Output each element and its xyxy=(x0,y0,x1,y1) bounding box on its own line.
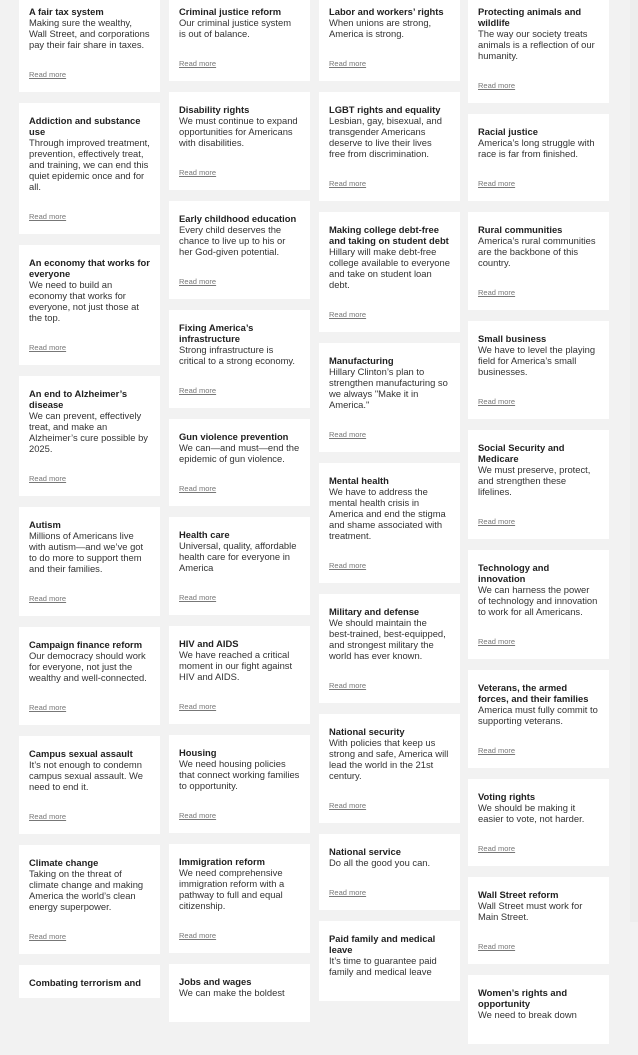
issue-title: HIV and AIDS xyxy=(179,638,239,649)
read-more-link[interactable]: Read more xyxy=(478,746,516,755)
read-more-link[interactable]: Read more xyxy=(329,681,367,690)
read-more-link[interactable]: Read more xyxy=(329,179,367,188)
issue-title: Women’s rights and opportunity xyxy=(478,987,568,1009)
issue-title: Military and defense xyxy=(329,606,420,617)
read-more-link[interactable]: Read more xyxy=(478,942,516,951)
issue-description: Hillary Clinton’s plan to strengthen manufacturing so we always "Make it in America." xyxy=(329,366,448,410)
read-more-link[interactable]: Read more xyxy=(329,561,367,570)
issue-title: Housing xyxy=(179,747,217,758)
issue-title: Autism xyxy=(29,519,61,530)
issue-card[interactable] xyxy=(319,834,460,910)
issue-card[interactable] xyxy=(319,92,460,201)
read-more-link[interactable]: Read more xyxy=(179,702,217,711)
issue-title: Campus sexual assault xyxy=(29,748,133,759)
read-more-link[interactable]: Read more xyxy=(478,81,516,90)
issue-column xyxy=(19,0,160,1009)
issue-description: It’s not enough to condemn campus sexual assault. We need to end it. xyxy=(29,759,143,792)
issue-description: We need to break down xyxy=(478,1009,577,1020)
issue-description: We can—and must—end the epidemic of gun violence. xyxy=(179,442,300,464)
issue-card[interactable] xyxy=(468,550,609,659)
issue-title: Disability rights xyxy=(179,104,250,115)
issue-column xyxy=(468,0,609,1055)
issue-description: We should be making it easier to vote, not harder. xyxy=(478,802,585,824)
read-more-link[interactable]: Read more xyxy=(179,593,217,602)
issue-card[interactable] xyxy=(19,0,160,92)
issue-description: Through improved treatment, prevention, effectively treat, and training, we can end this quiet epidemic once and for all. xyxy=(29,137,150,192)
issue-title: Climate change xyxy=(29,857,99,868)
read-more-link[interactable]: Read more xyxy=(478,397,516,406)
issue-description: Do all the good you can. xyxy=(329,857,431,868)
issue-title: Social Security and Medicare xyxy=(478,442,565,464)
read-more-link[interactable]: Read more xyxy=(29,212,67,221)
issue-card[interactable] xyxy=(19,845,160,954)
issue-description: We need to build an economy that works for everyone, not just those at the top. xyxy=(29,279,139,323)
read-more-link[interactable]: Read more xyxy=(179,277,217,286)
issue-description: Taking on the threat of climate change and making America the world’s clean energy superpower. xyxy=(29,868,144,912)
read-more-link[interactable]: Read more xyxy=(179,931,217,940)
issue-card[interactable] xyxy=(169,0,310,81)
issue-card[interactable] xyxy=(319,0,460,81)
issue-column xyxy=(319,0,460,1012)
read-more-link[interactable]: Read more xyxy=(179,168,217,177)
issue-title: An end to Alzheimer’s disease xyxy=(29,388,128,410)
read-more-link[interactable]: Read more xyxy=(179,811,217,820)
issue-title: An economy that works for everyone xyxy=(29,257,150,279)
issue-title: Racial justice xyxy=(478,126,538,137)
issue-description: Our democracy should work for everyone, not just the wealthy and well-connected. xyxy=(29,650,147,683)
issue-title: National service xyxy=(329,846,401,857)
read-more-link[interactable]: Read more xyxy=(329,888,367,897)
issue-card[interactable] xyxy=(19,376,160,496)
issue-card[interactable] xyxy=(19,627,160,725)
read-more-link[interactable]: Read more xyxy=(478,637,516,646)
issue-description: We need comprehensive immigration reform with a pathway to full and equal citizenship. xyxy=(179,867,285,911)
issue-description: America’s rural communities are the backbone of this country. xyxy=(478,235,596,268)
issue-description: Hillary will make debt-free college available to everyone and take on student loan debt. xyxy=(329,246,450,290)
read-more-link[interactable]: Read more xyxy=(329,310,367,319)
scrollbar[interactable] xyxy=(630,0,638,922)
issue-description: We should maintain the best-trained, best-equipped, and strongest military the world has ever known. xyxy=(329,617,446,661)
issue-title: National security xyxy=(329,726,405,737)
issue-title: Jobs and wages xyxy=(179,976,252,987)
issue-description: We need housing policies that connect working families to opportunity. xyxy=(179,758,300,791)
issue-card[interactable] xyxy=(169,964,310,1022)
read-more-link[interactable]: Read more xyxy=(29,343,67,352)
issue-description: When unions are strong, America is strong. xyxy=(329,17,432,39)
issue-description: We can harness the power of technology and innovation to work for all Americans. xyxy=(478,584,598,617)
issue-title: Small business xyxy=(478,333,547,344)
issue-card[interactable] xyxy=(19,507,160,616)
issue-title: Health care xyxy=(179,529,230,540)
read-more-link[interactable]: Read more xyxy=(29,70,67,79)
issue-title: Technology and innovation xyxy=(478,562,550,584)
issue-title: Protecting animals and wildlife xyxy=(478,6,582,28)
issue-description: We have reached a critical moment in our fight against HIV and AIDS. xyxy=(179,649,293,682)
read-more-link[interactable]: Read more xyxy=(329,801,367,810)
issue-card[interactable] xyxy=(319,921,460,1001)
issue-card[interactable] xyxy=(19,736,160,834)
issue-card[interactable] xyxy=(169,419,310,506)
issue-card[interactable] xyxy=(468,114,609,201)
issue-title: Labor and workers’ rights xyxy=(329,6,444,17)
issue-title: Veterans, the armed forces, and their families xyxy=(478,682,589,704)
read-more-link[interactable]: Read more xyxy=(29,703,67,712)
issue-description: We must preserve, protect, and strengthen these lifelines. xyxy=(478,464,591,497)
issue-column xyxy=(169,0,310,1033)
issue-description: Making sure the wealthy, Wall Street, and corporations pay their fair share in taxes. xyxy=(29,17,150,50)
issue-description: Millions of Americans live with autism—and we’ve got to do more to support them and their families. xyxy=(29,530,144,574)
issue-card[interactable] xyxy=(319,594,460,703)
issue-card[interactable] xyxy=(468,430,609,539)
issue-description: With policies that keep us strong and safe, America will lead the world in the 21st century. xyxy=(329,737,449,781)
read-more-link[interactable]: Read more xyxy=(29,932,67,941)
issue-title: Rural communities xyxy=(478,224,563,235)
issue-title: Voting rights xyxy=(478,791,536,802)
issue-card[interactable] xyxy=(319,714,460,823)
issue-card[interactable] xyxy=(468,670,609,768)
issue-description: We can prevent, effectively treat, and make an Alzheimer’s cure possible by 2025. xyxy=(29,410,148,454)
issue-title: Fixing America’s infrastructure xyxy=(179,322,254,344)
issue-card[interactable] xyxy=(169,735,310,833)
read-more-link[interactable]: Read more xyxy=(179,59,217,68)
read-more-link[interactable]: Read more xyxy=(478,844,516,853)
issue-title: Criminal justice reform xyxy=(179,6,282,17)
issue-title: Making college debt-free and taking on student debt xyxy=(329,224,449,246)
issue-title: Combating terrorism and xyxy=(29,977,141,988)
read-more-link[interactable]: Read more xyxy=(329,430,367,439)
read-more-link[interactable]: Read more xyxy=(29,594,67,603)
issue-title: Paid family and medical leave xyxy=(329,933,436,955)
issue-description: America must fully commit to supporting veterans. xyxy=(478,704,598,726)
read-more-link[interactable]: Read more xyxy=(179,484,217,493)
issue-description: Every child deserves the chance to live up to his or her God-given potential. xyxy=(179,224,286,257)
issue-description: Wall Street must work for Main Street. xyxy=(478,900,583,922)
issue-card[interactable] xyxy=(319,463,460,583)
issue-description: It’s time to guarantee paid family and medical leave xyxy=(329,955,437,977)
issue-description: America’s long struggle with race is far from finished. xyxy=(478,137,595,159)
issue-description: The way our society treats animals is a reflection of our humanity. xyxy=(478,28,595,61)
read-more-link[interactable]: Read more xyxy=(179,386,217,395)
issue-title: Early childhood education xyxy=(179,213,297,224)
issue-card[interactable] xyxy=(468,0,609,103)
issue-card[interactable] xyxy=(468,212,609,310)
read-more-link[interactable]: Read more xyxy=(29,474,67,483)
issue-card[interactable] xyxy=(319,343,460,452)
issue-title: LGBT rights and equality xyxy=(329,104,441,115)
issue-title: Manufacturing xyxy=(329,355,394,366)
issue-card[interactable] xyxy=(169,201,310,299)
issue-card[interactable] xyxy=(169,517,310,615)
issue-card[interactable] xyxy=(169,310,310,408)
issue-card[interactable] xyxy=(468,975,609,1044)
issue-description: We have to address the mental health crisis in America and end the stigma and shame associated with treatment. xyxy=(329,486,446,541)
issue-description: Our criminal justice system is out of balance. xyxy=(179,17,292,39)
issue-title: A fair tax system xyxy=(29,6,104,17)
issue-title: Mental health xyxy=(329,475,389,486)
issue-title: Gun violence prevention xyxy=(179,431,289,442)
issue-card[interactable] xyxy=(169,844,310,953)
issue-card[interactable] xyxy=(468,321,609,419)
read-more-link[interactable]: Read more xyxy=(329,59,367,68)
issue-description: We have to level the playing field for America’s small businesses. xyxy=(478,344,596,377)
issue-title: Immigration reform xyxy=(179,856,265,867)
issue-title: Wall Street reform xyxy=(478,889,559,900)
read-more-link[interactable]: Read more xyxy=(478,288,516,297)
issue-card[interactable] xyxy=(468,779,609,866)
read-more-link[interactable]: Read more xyxy=(478,517,516,526)
issue-card[interactable] xyxy=(169,92,310,190)
issue-card[interactable] xyxy=(319,212,460,332)
issue-description: Lesbian, gay, bisexual, and transgender Americans deserve to live their lives free from discrimination. xyxy=(329,115,442,159)
issue-description: We must continue to expand opportunities for Americans with disabilities. xyxy=(179,115,298,148)
issue-description: Strong infrastructure is critical to a strong economy. xyxy=(179,344,296,366)
read-more-link[interactable]: Read more xyxy=(478,179,516,188)
issue-description: We can make the boldest xyxy=(179,987,285,998)
issue-card[interactable] xyxy=(468,877,609,964)
issue-card[interactable] xyxy=(19,103,160,234)
issue-description: Universal, quality, affordable health care for everyone in America xyxy=(179,540,297,573)
issue-title: Addiction and substance use xyxy=(29,115,141,137)
read-more-link[interactable]: Read more xyxy=(29,812,67,821)
issue-title: Campaign finance reform xyxy=(29,639,143,650)
issue-card[interactable] xyxy=(19,245,160,365)
issue-card[interactable] xyxy=(169,626,310,724)
issue-card[interactable] xyxy=(19,965,160,998)
